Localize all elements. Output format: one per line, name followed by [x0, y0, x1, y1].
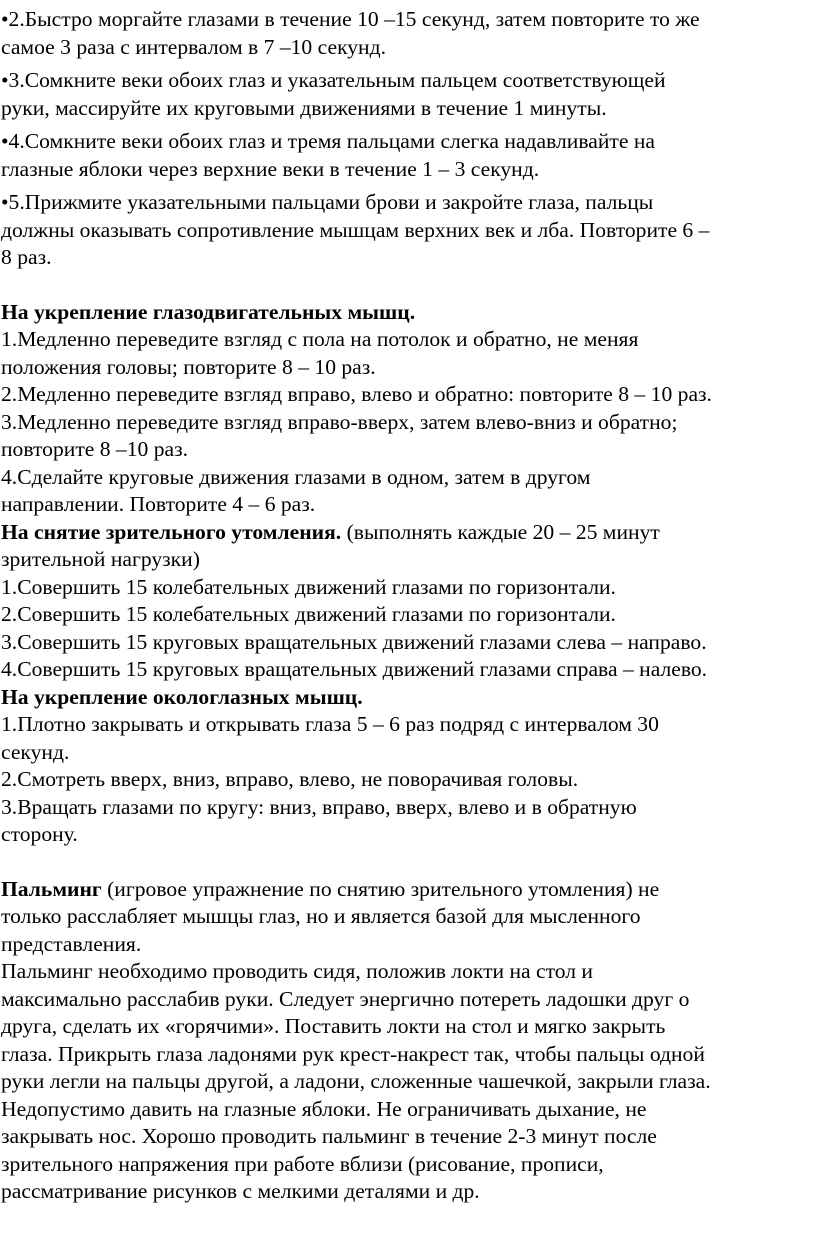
text-line: только расслабляет мышцы глаз, но и является базой для мысленного: [1, 904, 641, 928]
text-line: друга, сделать их «горячими». Поставить локти на стол и мягко закрыть: [1, 1014, 666, 1038]
text-line: зрительной нагрузки): [1, 547, 200, 571]
exercise-item-5: [1, 189, 816, 272]
text-line: 4.Сделайте круговые движения глазами в одном, затем в другом: [1, 464, 591, 489]
text-line: повторите 8 –10 раз.: [1, 437, 189, 461]
text-line: Недопустимо давить на глазные яблоки. Не ограничивать дыхание, не: [1, 1096, 647, 1121]
section-oculomotor-muscles: [1, 299, 816, 519]
section-visual-fatigue: [1, 519, 816, 684]
section-heading-note: (выполнять каждые 20 – 25 минут: [341, 519, 660, 544]
text-line: должны оказывать сопротивление мышцам верхних век и лба. Повторите 6 –: [1, 217, 710, 242]
text-line: 4.Совершить 15 круговых вращательных движений глазами справа – налево.: [1, 657, 708, 681]
text-line: 3.Медленно переведите взгляд вправо-вверх, затем влево-вниз и обратно;: [1, 409, 678, 434]
text-line: глаза. Прикрыть глаза ладонями рук крест-накрест так, чтобы пальцы одной: [1, 1041, 705, 1066]
section-heading: На укрепление глазодвигательных мышц.: [1, 299, 416, 324]
text-line: представления.: [1, 931, 142, 956]
section-heading: На укрепление окологлазных мышц.: [1, 684, 363, 709]
text-line: •3.Сомкните веки обоих глаз и указательным пальцем соответствующей: [1, 68, 666, 92]
text-line: 1.Плотно закрывать и открывать глаза 5 – 6 раз подряд с интервалом 30: [1, 712, 659, 736]
text-line: 2.Совершить 15 колебательных движений глазами по горизонтали.: [1, 602, 616, 626]
text-line: 1.Медленно переведите взгляд с пола на потолок и обратно, не меняя: [1, 327, 639, 351]
palming-term: Пальминг: [1, 876, 102, 901]
section-periocular-muscles: [1, 684, 816, 849]
text-line: •2.Быстро моргайте глазами в течение 10 –15 секунд, затем повторите то же: [1, 7, 700, 31]
text-line: положения головы; повторите 8 – 10 раз.: [1, 354, 376, 379]
text-line: •5.Прижмите указательными пальцами брови и закройте глаза, пальцы: [1, 190, 654, 214]
text-line: 3.Совершить 15 круговых вращательных движений глазами слева – направо.: [1, 629, 707, 654]
exercise-item-2: [1, 6, 816, 61]
text-line: максимально расслабив руки. Следует энергично потереть ладошки друг о: [1, 986, 690, 1011]
text-line: руки легли на пальцы другой, а ладони, сложенные чашечкой, закрыли глаза.: [1, 1069, 711, 1093]
text-line: закрывать нос. Хорошо проводить пальминг в течение 2-3 минут после: [1, 1124, 657, 1148]
palming-intro-line: Пальминг (игровое упражнение по снятию зрительного утомления) не: [1, 876, 660, 901]
section-heading: На снятие зрительного утомления. (выполнять каждые 20 – 25 минут: [1, 519, 660, 544]
section-palming: [1, 876, 816, 1206]
text-line: глазные яблоки через верхние веки в течение 1 – 3 секунд.: [1, 156, 540, 181]
exercise-item-4: [1, 128, 816, 183]
text-line: 1.Совершить 15 колебательных движений глазами по горизонтали.: [1, 574, 616, 599]
text-line: 2.Смотреть вверх, вниз, вправо, влево, не поворачивая головы.: [1, 767, 579, 791]
text-line: самое 3 раза с интервалом в 7 –10 секунд.: [1, 34, 386, 59]
text-line: зрительного напряжения при работе вблизи (рисование, прописи,: [1, 1151, 604, 1176]
text-line: направлении. Повторите 4 – 6 раз.: [1, 492, 316, 516]
text-line: 3.Вращать глазами по кругу: вниз, вправо, вверх, влево и в обратную: [1, 794, 637, 819]
text-line: секунд.: [1, 739, 70, 764]
text-line: руки, массируйте их круговыми движениями в течение 1 минуты.: [1, 95, 607, 120]
text-line: 2.Медленно переведите взгляд вправо, влево и обратно: повторите 8 – 10 раз.: [1, 382, 712, 406]
text-line: сторону.: [1, 822, 78, 846]
text-line: 8 раз.: [1, 245, 52, 269]
exercise-item-3: [1, 67, 816, 122]
text-line: Пальминг необходимо проводить сидя, положив локти на стол и: [1, 959, 593, 983]
text-line: •4.Сомкните веки обоих глаз и тремя пальцами слегка надавливайте на: [1, 129, 655, 153]
text-line: рассматривание рисунков с мелкими деталями и др.: [1, 1179, 480, 1203]
